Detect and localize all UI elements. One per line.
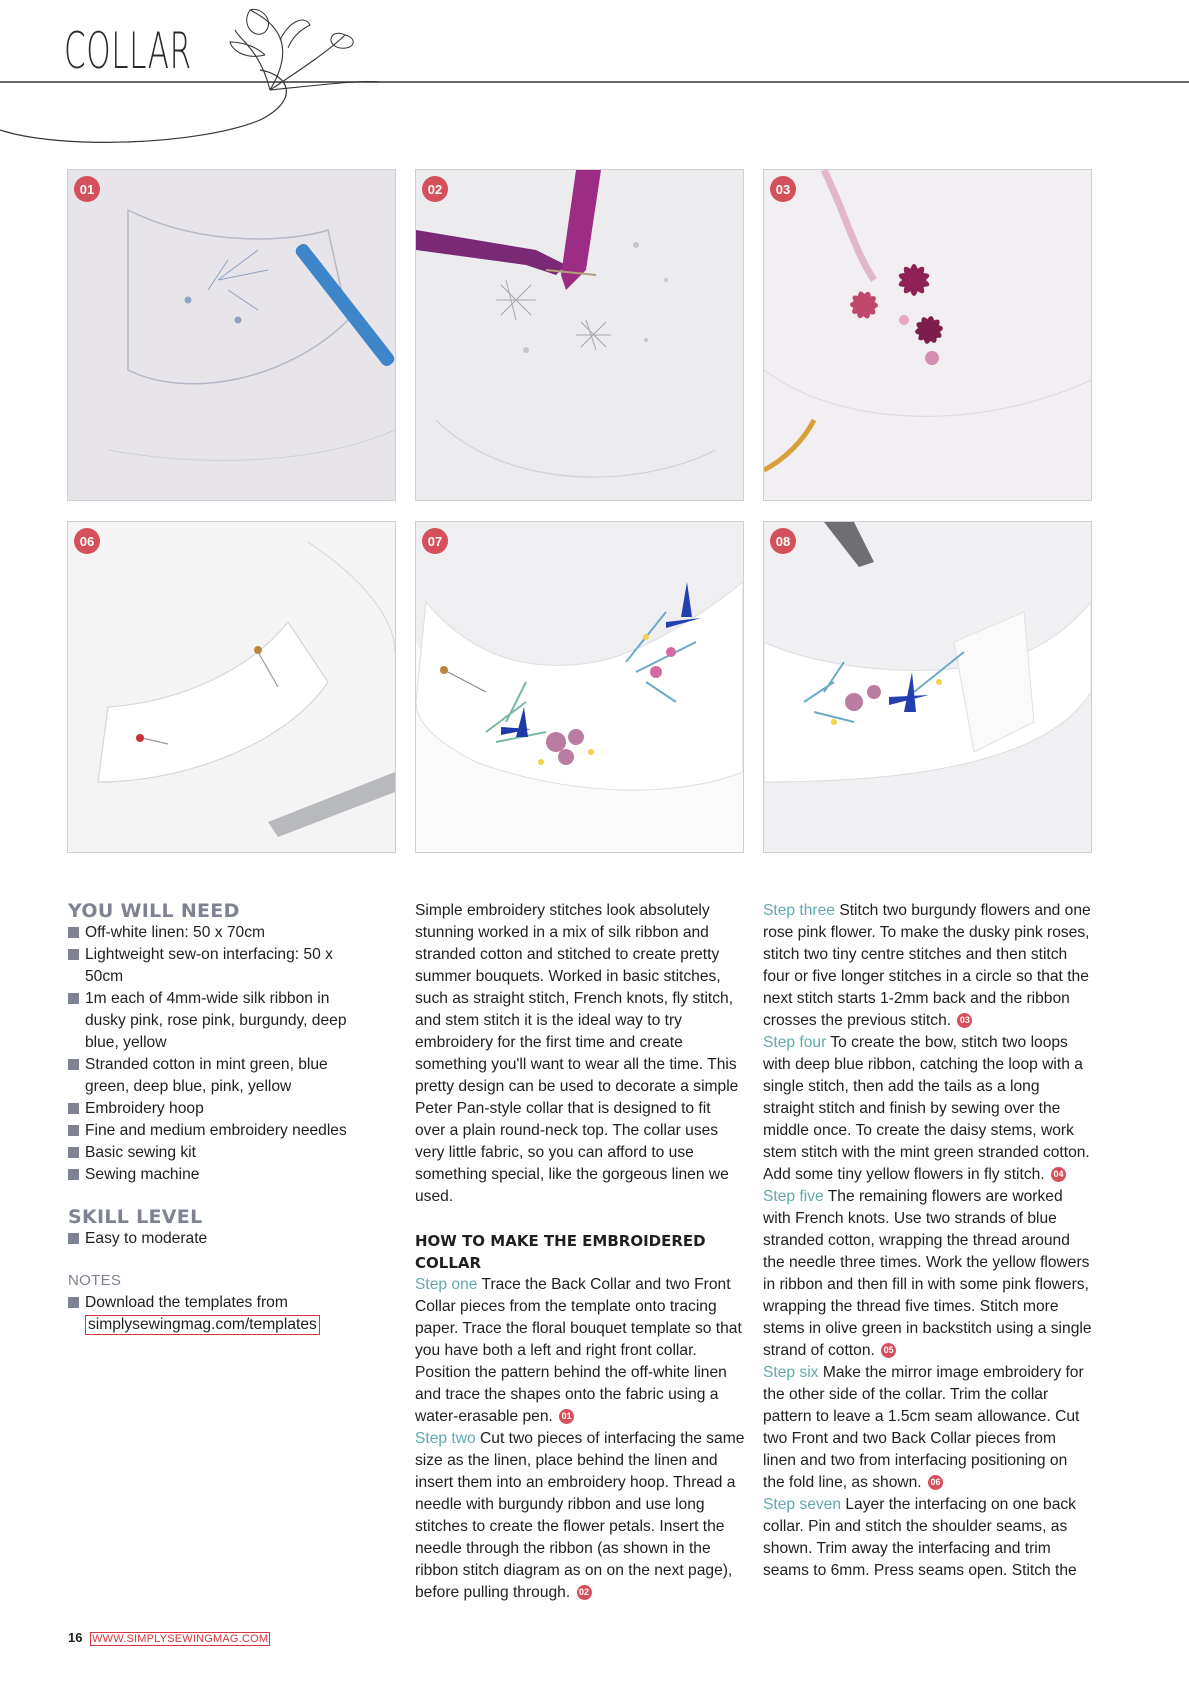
step-text: To create the bow, stitch two loops with deep blue ribbon, catching the loop with a single stitch, then add the tails as a long straight stitch and finish by sewing over the middle once. To create the daisy stems, work stem stitch with the mint green stranded cotton. Add some tiny yellow flowers in fly stitch. (763, 1034, 1090, 1183)
list-item: Sewing machine (68, 1164, 348, 1186)
intro-paragraph: Simple embroidery stitches look absolutely stunning worked in a mix of silk ribbon and stranded cotton and stitched to create pretty summer bouquets. Worked in basic stitches, such as straight stitch, French knots, fly stitch, and stem stitch it is the ideal way to try embroidery for the first time and create something you'll want to wear all the time. This pretty design can be used to decorate a simple Peter Pan-style collar that is designed to fit over a plain round-neck top. The collar uses very little fabric, so you can afford to use something special, like the gorgeous linen we used. (415, 902, 739, 1205)
list-item: Embroidery hoop (68, 1098, 348, 1120)
step-label: Step five (763, 1188, 824, 1205)
notes-heading: NOTES (68, 1272, 122, 1289)
materials-list (68, 922, 348, 1186)
step-three (763, 900, 1093, 1032)
photo-badge: 02 (422, 176, 448, 202)
list-item: Off-white linen: 50 x 70cm (68, 922, 348, 944)
step-two (415, 1428, 745, 1604)
notes-item (68, 1292, 348, 1336)
step-label: Step four (763, 1034, 827, 1051)
templates-link[interactable]: simplysewingmag.com/templates (85, 1315, 320, 1335)
step-ref-badge: 02 (577, 1585, 592, 1600)
photo-step-06 (67, 521, 396, 853)
step-label: Step seven (763, 1496, 842, 1513)
photo-step-08 (763, 521, 1092, 853)
notes-text: Download the templates from (85, 1294, 288, 1311)
step-text: Make the mirror image embroidery for the other side of the collar. Trim the collar pattern to leave a 1.5cm seam allowance. Cut two Front and two Back Collar pieces from linen and two from interfacing positioning on the fold line, as shown. (763, 1364, 1084, 1491)
photo-step-07 (415, 521, 744, 853)
photo-badge: 07 (422, 528, 448, 554)
page-footer (68, 1630, 270, 1645)
step-ref-badge: 04 (1051, 1167, 1066, 1182)
website-link[interactable]: WWW.SIMPLYSEWINGMAG.COM (92, 1633, 269, 1645)
step-one (415, 1274, 745, 1428)
step-six (763, 1362, 1093, 1494)
step-label: Step one (415, 1276, 478, 1293)
skill-level-heading: SKILL LEVEL (68, 1206, 203, 1228)
photo-badge: 01 (74, 176, 100, 202)
step-seven (763, 1494, 1093, 1582)
step-ref-badge: 01 (559, 1409, 574, 1424)
photo-step-02 (415, 169, 744, 501)
step-ref-badge: 05 (881, 1343, 896, 1358)
page-number: 16 (68, 1630, 83, 1645)
step-text: Trace the Back Collar and two Front Collar pieces from the template onto tracing paper. Trace the floral bouquet template so that you have both a left and right front collar. Position the pattern behind the off-white linen and trace the shapes onto the fabric using a water-erasable pen. (415, 1276, 742, 1425)
skill-level-value: Easy to moderate (68, 1228, 348, 1250)
step-five (763, 1186, 1093, 1362)
page-title: COLLAR (64, 22, 192, 80)
step-label: Step six (763, 1364, 819, 1381)
photo-tracing-image (68, 170, 395, 500)
photo-trimming-image (764, 522, 1091, 852)
step-text: The remaining flowers are worked with French knots. Use two strands of blue stranded cotton, wrapping the thread around the needle three times. Work the yellow flowers in ribbon and then fill in with some pink flowers, wrapping the thread five times. Stitch more stems in olive green in backstitch using a single strand of cotton. (763, 1188, 1092, 1359)
step-four (763, 1032, 1093, 1186)
step-text: Cut two pieces of interfacing the same size as the linen, place behind the linen and insert them into an embroidery hoop. Thread a needle with burgundy ribbon and use long stitches to create the flower petals. Insert the needle through the ribbon (as shown in the ribbon stitch diagram as on on the next page), before pulling through. (415, 1430, 745, 1601)
photo-ribbon-image (416, 170, 743, 500)
step-label: Step two (415, 1430, 476, 1447)
photo-badge: 03 (770, 176, 796, 202)
step-text: Layer the interfacing on one back collar. Pin and stitch the shoulder seams, as shown. Trim away the interfacing and trim seams to 6mm. Press seams open. Stitch the (763, 1496, 1077, 1579)
you-will-need-heading: YOU WILL NEED (68, 900, 240, 922)
step-label: Step three (763, 902, 835, 919)
step-ref-badge: 06 (928, 1475, 943, 1490)
photo-step-03 (763, 169, 1092, 501)
step-ref-badge: 03 (957, 1013, 972, 1028)
list-item: Fine and medium embroidery needles (68, 1120, 348, 1142)
photo-badge: 08 (770, 528, 796, 554)
list-item: Lightweight sew-on interfacing: 50 x 50cm (68, 944, 348, 988)
photo-embroidered-collar-image (416, 522, 743, 852)
photo-pinned-pieces-image (68, 522, 395, 852)
step-text: Stitch two burgundy flowers and one rose pink flower. To make the dusky pink roses, stitch two tiny centre stitches and then stitch four or five longer stitches in a circle so that the next stitch starts 1-2mm back and the ribbon crosses the previous stitch. (763, 902, 1091, 1029)
howto-heading: HOW TO MAKE THE EMBROIDERED COLLAR (415, 1232, 706, 1272)
list-item: 1m each of 4mm-wide silk ribbon in dusky pink, rose pink, burgundy, deep blue, yellow (68, 988, 348, 1054)
photo-flowers-image (764, 170, 1091, 500)
list-item: Basic sewing kit (68, 1142, 348, 1164)
steps-column (763, 900, 1093, 1582)
photo-step-01 (67, 169, 396, 501)
materials-column (68, 900, 348, 1336)
list-item: Stranded cotton in mint green, blue green, deep blue, pink, yellow (68, 1054, 348, 1098)
photo-badge: 06 (74, 528, 100, 554)
intro-column (415, 900, 745, 1604)
